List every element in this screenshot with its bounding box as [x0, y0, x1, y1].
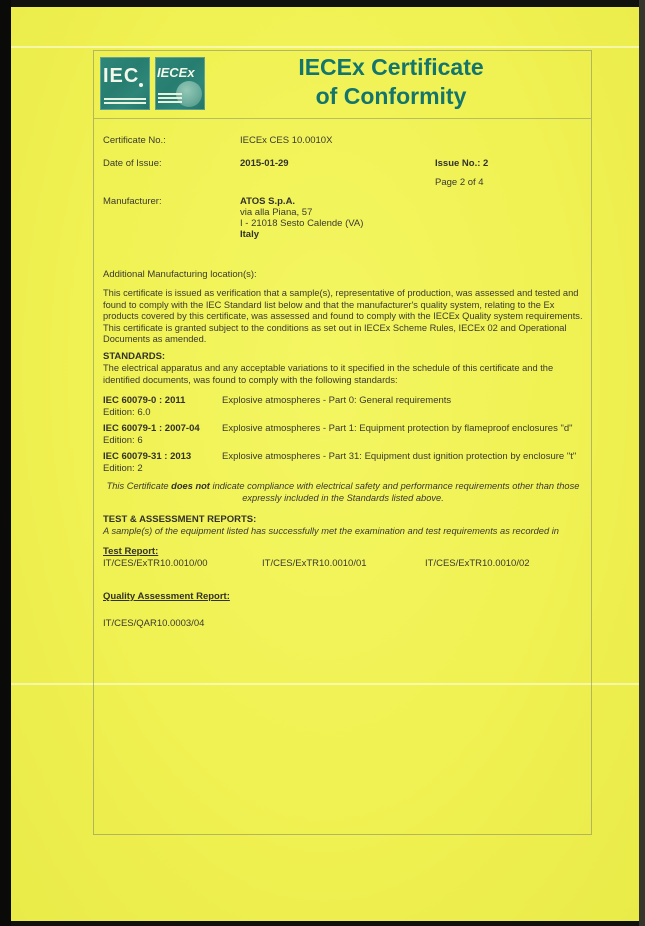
- manufacturer-address-1: via alla Piana, 57: [240, 207, 313, 218]
- disclaimer-text-pre: This Certificate: [106, 481, 172, 491]
- standards-intro: The electrical apparatus and any acceptable variations to it specified in the schedule of this certificate and the identified documents, was found to comply with the following standards:: [103, 363, 554, 385]
- qar-label: Quality Assessment Report:: [103, 591, 230, 602]
- scan-edge-left: [0, 0, 11, 926]
- test-report-number-3: IT/CES/ExTR10.0010/02: [425, 558, 530, 569]
- disclaimer-text-post: indicate compliance with electrical safety and performance requirements other than those expressly included in the Standards listed above.: [209, 481, 580, 503]
- standard-code: IEC 60079-31 : 2013: [103, 451, 192, 462]
- standard-code: IEC 60079-0 : 2011: [103, 395, 186, 406]
- manufacturer-name: ATOS S.p.A.: [240, 196, 296, 207]
- standards-heading: STANDARDS:: [103, 351, 166, 362]
- iecex-logo: [155, 57, 205, 110]
- manufacturer-block: [240, 196, 363, 240]
- scan-edge-right: [639, 0, 645, 926]
- test-report-number-1: IT/CES/ExTR10.0010/00: [103, 558, 208, 569]
- test-report-number-2: IT/CES/ExTR10.0010/01: [262, 558, 367, 569]
- test-report-label: Test Report:: [103, 546, 159, 557]
- iec-logo-dot: [139, 83, 143, 87]
- qar-value: IT/CES/QAR10.0003/04: [103, 618, 205, 629]
- standard-code: IEC 60079-1 : 2007-04: [103, 423, 200, 434]
- standard-edition: Edition: 6: [103, 435, 143, 446]
- iecex-logo-text: IECEx: [157, 65, 195, 80]
- standard-description: Explosive atmospheres - Part 0: General requirements: [222, 395, 452, 406]
- date-of-issue-value: 2015-01-29: [240, 158, 289, 169]
- standard-edition: Edition: 2: [103, 463, 143, 474]
- certificate-title: [211, 53, 571, 111]
- manufacturer-label: Manufacturer:: [103, 196, 162, 207]
- standard-description: Explosive atmospheres - Part 1: Equipment protection by flameproof enclosures "d": [222, 423, 573, 434]
- additional-locations-label: Additional Manufacturing location(s):: [103, 269, 257, 280]
- header-separator-line: [94, 118, 591, 119]
- test-reports-intro: A sample(s) of the equipment listed has successfully met the examination and test requirements as recorded in: [103, 526, 559, 536]
- standard-description: Explosive atmospheres - Part 31: Equipment dust ignition protection by enclosure "t": [222, 451, 577, 462]
- manufacturer-address-3: Italy: [240, 229, 260, 240]
- test-reports-heading: TEST & ASSESSMENT REPORTS:: [103, 514, 257, 525]
- date-of-issue-label: Date of Issue:: [103, 158, 162, 169]
- iec-logo: [100, 57, 150, 110]
- page-no: Page 2 of 4: [435, 177, 484, 188]
- certificate-no-value: IECEx CES 10.0010X: [240, 135, 333, 146]
- title-line-1: IECEx Certificate: [298, 54, 484, 80]
- iecex-logo-stripes: [158, 91, 182, 103]
- certificate-paper: [11, 7, 639, 921]
- scan-crease-top: [11, 46, 639, 48]
- iec-logo-text: IEC: [103, 65, 140, 87]
- certificate-no-label: Certificate No.:: [103, 135, 166, 146]
- iec-logo-stripes: [104, 96, 146, 104]
- title-line-2: of Conformity: [315, 83, 467, 109]
- issue-no: Issue No.: 2: [435, 158, 489, 169]
- verification-paragraph: This certificate is issued as verification that a sample(s), representative of production, was assessed and tested and found to comply with the IEC Standard list below and that the manufacturer's quality system, relating to the Ex products covered by this certificate, was assessed and found to comply with the IECEx Quality system requirements. This certificate is granted subject to the conditions as set out in IECEx Scheme Rules, IECEx 02 and Operational Documents as amended.: [103, 288, 583, 344]
- standard-edition: Edition: 6.0: [103, 407, 151, 418]
- manufacturer-address-2: I - 21018 Sesto Calende (VA): [240, 218, 364, 229]
- disclaimer-note: [103, 481, 583, 504]
- disclaimer-text-bold: does not: [171, 481, 210, 491]
